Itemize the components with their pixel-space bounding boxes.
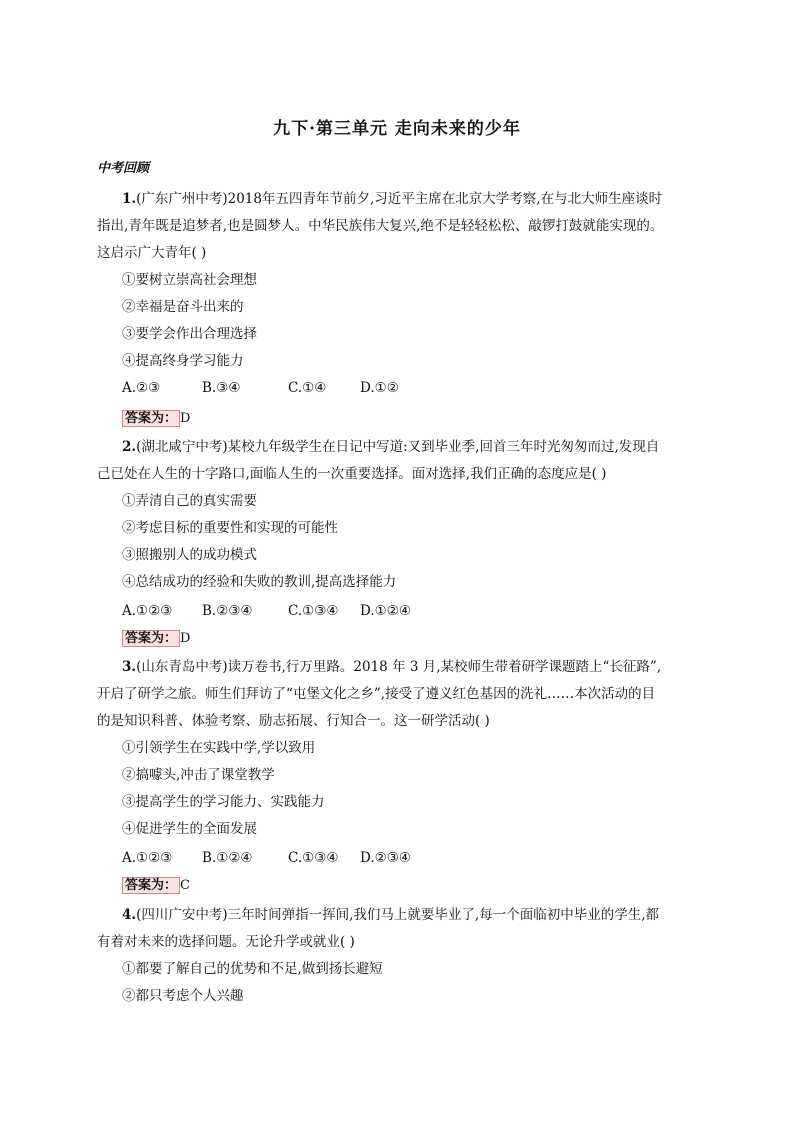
answer-value: D [180,631,191,646]
question-4-line-1: 4.(四川广安中考)三年时间弹指一挥间,我们马上就要毕业了,每一个面临初中毕业的学生,都 [122,907,660,923]
question-3-line-3: 的是知识科普、体验考察、励志拓展、行知合一。这一研学活动( ) [97,713,490,729]
q2-choice-b: B.②③④ [202,603,253,619]
q2-choices [122,601,411,621]
question-3-line-1: 3.(山东青岛中考)读万卷书,行万里路。2018 年 3 月,某校师生带着研学课题踏上“长征路”, [122,659,662,675]
q2-choice-a: A.①②③ [122,603,173,619]
q2-choice-d: D.①②④ [360,603,411,619]
q2-option-3: ③照搬别人的成功模式 [122,547,257,563]
q3-choice-d: D.②③④ [360,850,411,866]
q3-choices [122,848,411,868]
q3-option-4: ④促进学生的全面发展 [122,821,257,837]
question-1-line-1: 1.(广东广州中考)2018年五四青年节前夕,习近平主席在北京大学考察,在与北大师生座谈时 [122,191,663,207]
answer-label: 答案为： [122,630,180,647]
answer-label: 答案为： [122,877,180,894]
q3-choice-a: A.①②③ [122,850,173,866]
q1-option-4: ④提高终身学习能力 [122,353,244,369]
question-2-line-2: 己已处在人生的十字路口,面临人生的一次重要选择。面对选择,我们正确的态度应是( ) [97,466,607,482]
answer-label: 答案为： [122,410,180,427]
question-3-line-2: 开启了研学之旅。师生们拜访了“屯堡文化之乡”,接受了遵义红色基因的洗礼……本次活动的目 [97,686,656,702]
q3-choice-b: B.①②④ [202,850,253,866]
q2-option-1: ①弄清自己的真实需要 [122,493,257,509]
section-heading: 中考回顾 [97,161,150,176]
question-2-line-1: 2.(湖北咸宁中考)某校九年级学生在日记中写道:又到毕业季,回首三年时光匆匆而过,发现自 [122,439,660,455]
q2-choice-c: C.①③④ [288,603,339,619]
q1-option-1: ①要树立崇高社会理想 [122,272,257,288]
q2-answer [122,630,190,646]
q1-choice-b: B.③④ [202,380,241,396]
q2-option-4: ④总结成功的经验和失败的教训,提高选择能力 [122,574,397,590]
q3-option-1: ①引领学生在实践中学,学以致用 [122,740,316,756]
question-1-line-3: 这启示广大青年( ) [97,245,207,261]
answer-value: C [180,878,190,893]
q3-option-2: ②搞噱头,冲击了课堂教学 [122,767,275,783]
answer-value: D [180,411,191,426]
q3-option-3: ③提高学生的学习能力、实践能力 [122,794,325,810]
q1-choice-a: A.②③ [122,380,161,396]
q1-answer [122,410,190,426]
q1-option-2: ②幸福是奋斗出来的 [122,299,244,315]
question-1-line-2: 指出,青年既是追梦者,也是圆梦人。中华民族伟大复兴,绝不是轻轻松松、敲锣打鼓就能实现的。 [97,218,664,234]
page-title: 九下·第三单元 走向未来的少年 [273,119,521,139]
q1-choice-d: D.①② [360,380,399,396]
q4-option-1: ①都要了解自己的优势和不足,做到扬长避短 [122,961,383,977]
q2-option-2: ②考虑目标的重要性和实现的可能性 [122,520,338,536]
q4-option-2: ②都只考虑个人兴趣 [122,988,244,1004]
q3-answer [122,877,190,893]
q1-choice-c: C.①④ [288,380,327,396]
q3-choice-c: C.①③④ [288,850,339,866]
q1-choices [122,378,399,398]
q1-option-3: ③要学会作出合理选择 [122,326,257,342]
question-4-line-2: 有着对未来的选择问题。无论升学或就业( ) [97,934,355,950]
